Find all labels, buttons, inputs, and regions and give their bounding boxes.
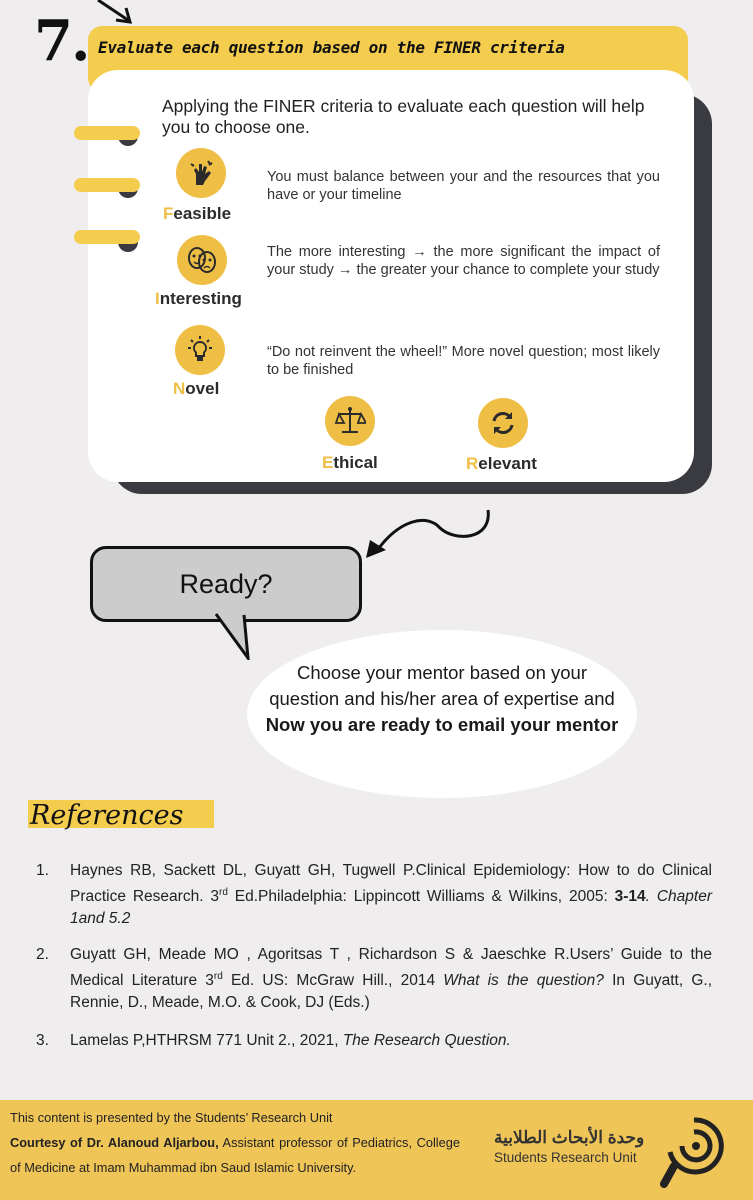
tab-marker (74, 178, 140, 192)
novel-description: “Do not reinvent the wheel!” More novel question; most likely to be finished (267, 344, 660, 378)
ready-speech-bubble (90, 546, 362, 622)
speech-bubble-tail (214, 612, 254, 660)
logo-english-text: Students Research Unit (494, 1150, 637, 1165)
footer-text: This content is presented by the Students’ Research Unit Courtesy of Dr. Alanoud Aljarbou, Assistant professor of Pediatrics, College of Medicine at Imam Muhammad ibn Saud Islamic University. (10, 1110, 460, 1175)
reference-item: 1. Haynes RB, Sackett DL, Guyatt GH, Tugwell P.Clinical Epidemiology: How to do Clinical Practice Research. 3rd Ed.Philadelphia: Lippincott Williams & Wilkins, 2005: 3-14. Chapter 1and 5.2 (36, 862, 712, 928)
criterion-relevant: Relevant (466, 454, 537, 473)
references-title: References (30, 800, 184, 831)
mentor-text: Choose your mentor based on your question and his/her area of expertise and Now you are ready to email your mentor (265, 662, 619, 735)
reference-item: 2. Guyatt GH, Meade MO , Agoritsas T , Richardson S & Jaeschke R.Users’ Guide to the Medical Literature 3rd Ed. US: McGraw Hill., 2014 What is the question? In Guyatt, G., Rennie, D., Meade, M.O. & Cook, DJ (Eds.) (36, 946, 713, 1012)
interesting-description: The more interesting → the more significant the impact of your study → the greater your chance to complete your study (267, 244, 660, 278)
tab-marker (74, 126, 140, 140)
curly-arrow-icon (360, 500, 500, 562)
feasible-description: You must balance between your and the resources that you have or your timeline (267, 169, 660, 203)
criterion-interesting: Interesting (155, 289, 242, 308)
step-title: Evaluate each question based on the FINER criteria (98, 38, 565, 57)
intro-text: Applying the FINER criteria to evaluate each question will help you to choose one. (162, 96, 645, 137)
step-number: 7. (34, 8, 89, 74)
criterion-ethical: Ethical (322, 453, 378, 472)
criterion-feasible: Feasible (163, 204, 232, 223)
lightbulb-icon (175, 325, 225, 375)
hand-sparkle-icon (176, 148, 226, 198)
scales-icon (325, 396, 375, 446)
refresh-arrows-icon (478, 398, 528, 448)
top-arrow-icon (90, 0, 140, 28)
reference-item: 3. Lamelas P,HTHRSM 771 Unit 2., 2021, The Research Question. (36, 1032, 511, 1049)
tab-marker (74, 230, 140, 244)
criterion-novel: Novel (173, 379, 220, 398)
magnifier-logo-icon (660, 1112, 732, 1192)
logo-arabic-text: وحدة الأبحاث الطلابية (494, 1128, 645, 1147)
ready-text: Ready? (179, 568, 273, 599)
theater-masks-icon (177, 235, 227, 285)
